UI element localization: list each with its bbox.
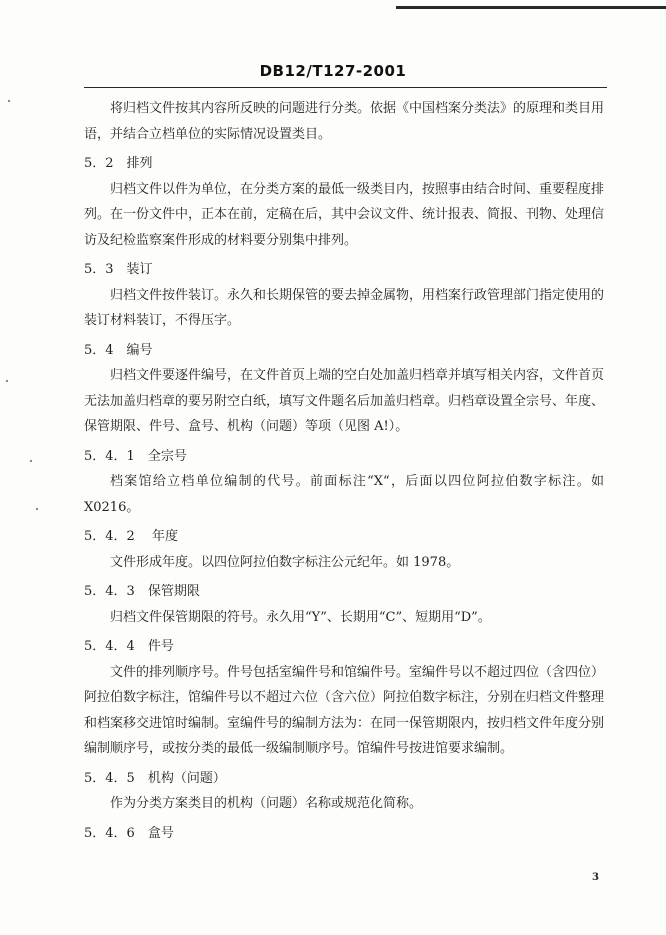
section-heading: 5．4．3 保管期限 bbox=[84, 584, 200, 599]
page-number: 3 bbox=[592, 872, 599, 883]
scan-speck bbox=[8, 100, 10, 102]
section-heading: 5．4．1 全宗号 bbox=[84, 448, 187, 464]
body-paragraph: 文件的排列顺序号。件号包括室编件号和馆编件号。室编件号以不超过四位（含四位）阿拉伯数字标注，馆编件号以不超过六位（含六位）阿拉伯数字标注，分别在归档文件整理和档案移交进馆时编制。室编件号的编制方法为：在同一保管期限内，按归档文件年度分别编制顺序号，或按分类的最低一级编制顺序号。馆编件号按进馆要求编制。 bbox=[84, 664, 605, 756]
section-heading: 5．4．2 年度 bbox=[84, 529, 178, 544]
body-paragraph: 将归档文件按其内容所反映的问题进行分类。依据《中国档案分类法》的原理和类目用语，并结合立档单位的实际情况设置类目。 bbox=[84, 101, 605, 142]
section-heading: 5．4．5 机构（问题） bbox=[84, 770, 226, 786]
scan-speck bbox=[36, 508, 38, 510]
section-heading: 5．4 编号 bbox=[84, 342, 153, 358]
body-paragraph: 归档文件保管期限的符号。永久用“Y”、长期用“C”、短期用“D”。 bbox=[110, 609, 491, 625]
section-heading: 5．4．4 件号 bbox=[84, 639, 174, 654]
top-edge-rule bbox=[396, 6, 666, 9]
scan-speck bbox=[6, 380, 8, 382]
section-heading: 5．3 装订 bbox=[84, 262, 153, 277]
standard-code-header: DB12/T127-2001 bbox=[259, 62, 407, 80]
body-paragraph: 归档文件按件装订。永久和长期保管的要去掉金属物，用档案行政管理部门指定使用的装订材料装订，不得压字。 bbox=[84, 287, 605, 328]
body-paragraph: 档案馆给立档单位编制的代号。前面标注“X“，后面以四位阿拉伯数字标注。如 X0216。 bbox=[84, 474, 604, 515]
body-paragraph: 文件形成年度。以四位阿拉伯数字标注公元纪年。如 1978。 bbox=[110, 554, 460, 570]
scan-speck bbox=[30, 460, 32, 462]
body-paragraph: 归档文件要逐件编号，在文件首页上端的空白处加盖归档章并填写相关内容，文件首页无法加盖归档章的要另附空白纸，填写文件题名后加盖归档章。归档章设置全宗号、年度、保管期限、件号、盒号、机构（问题）等项（见图 A!）。 bbox=[84, 368, 605, 434]
body-paragraph: 归档文件以件为单位，在分类方案的最低一级类目内，按照事由结合时间、重要程度排列。在一份文件中，正本在前，定稿在后，其中会议文件、统计报表、简报、刊物、处理信访及纪检监察案件形成的材料要分别集中排列。 bbox=[84, 181, 605, 248]
document-body bbox=[84, 96, 604, 846]
header-rule bbox=[84, 87, 607, 88]
body-paragraph: 作为分类方案类目的机构（问题）名称或规范化简称。 bbox=[110, 796, 423, 811]
section-heading: 5．4．6 盒号 bbox=[84, 825, 174, 841]
section-heading: 5．2 排列 bbox=[84, 156, 153, 171]
